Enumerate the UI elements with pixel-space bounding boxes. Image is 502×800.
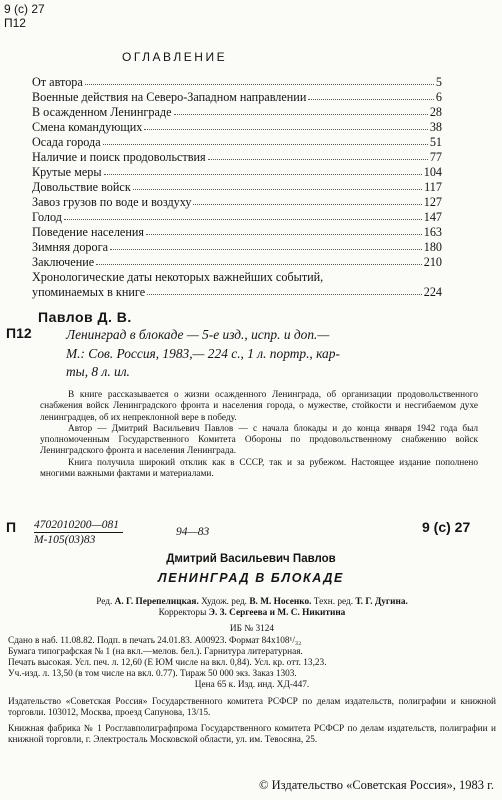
toc-title: ОГЛАВЛЕНИЕ [122, 50, 228, 64]
bib-line: М.: Сов. Россия, 1983,— 224 с., 1 л. портр., кар- [66, 345, 340, 361]
catalog-letter: П [6, 519, 17, 535]
ib-number: ИБ № 3124 [229, 624, 275, 635]
imprint-line: Бумага типографская № 1 (на вкл.—мелов. бел.). Гарнитура литературная. [8, 646, 303, 657]
table-of-contents [32, 74, 442, 299]
toc-item: Заключение 210 [32, 255, 442, 269]
toc-item: Довольствие войск 117 [32, 180, 442, 194]
printer-info: Книжная фабрика № 1 Росглавполиграфпрома Государственного комитета РСФСР по делам издательств, полиграфии и книжной торговли, г. Электросталь Московской области, ул. им. Тевосяна, 25. [8, 724, 496, 746]
toc-item: Завоз грузов по воде и воздуху 127 [32, 195, 442, 209]
toc-item: От автора 5 [32, 75, 442, 89]
catalog-bbk: 9 (с) 27 [422, 519, 471, 535]
imprint-line: Печать высокая. Усл. печ. л. 12,60 (Е ЮМ числе на вкл. 0,84). Усл. кр. отт. 13,23. [8, 658, 327, 669]
bib-line: ты, 8 л. ил. [66, 364, 130, 379]
book-title: ЛЕНИНГРАД В БЛОКАДЕ [158, 571, 344, 585]
imprint [8, 597, 496, 746]
catalog-fraction [34, 518, 123, 547]
udc-code-header: П12 [4, 16, 26, 30]
toc-item: В осажденном Ленинграде 28 [32, 105, 442, 119]
toc-item: Голод 147 [32, 210, 442, 224]
bib-udc-code: П12 [6, 325, 32, 341]
toc-item: Наличие и поиск продовольствия 77 [32, 150, 442, 164]
imprint-line: Цена 65 к. Изд. инд. ХД-447. [194, 680, 310, 691]
bib-description [66, 326, 478, 382]
bib-author: Павлов Д. В. [38, 309, 132, 325]
copyright: © Издательство «Советская Россия», 1983 г. [259, 778, 494, 792]
catalog-denominator: М-105(03)83 [34, 534, 96, 546]
imprint-line: Сдано в наб. 11.08.82. Подп. в печать 24.01.83. А00923. Формат 84х108¹/₃₂ [8, 635, 302, 646]
annotation [40, 390, 478, 480]
editors-line: Ред. А. Г. Перепелицкая. Худож. ред. В. М. Носенко. Техн. ред. Т. Г. Дугина. [96, 597, 408, 607]
catalog-code: 94—83 [176, 526, 210, 538]
toc-item: Смена командующих 38 [32, 120, 442, 134]
toc-item-chronology: Хронологические даты некоторых важнейших событий, упоминаемых в книге 224 [32, 270, 442, 299]
bib-line: Ленинград в блокаде — 5-е изд., испр. и доп.— [66, 327, 330, 342]
toc-item: Крутые меры 104 [32, 165, 442, 179]
annotation-paragraph: В книге рассказывается о жизни осажденного Ленинграда, об организации продовольственного снабжения войск Ленинградского фронта и населения города, о мужестве, стойкости и несгибаемом духе ленинградцев, об их непреклонной вере в победу. [40, 390, 478, 423]
book-author: Дмитрий Васильевич Павлов [166, 553, 336, 565]
correctors-line: Корректоры Э. З. Сергеева и М. С. Никитина [158, 608, 346, 619]
imprint-line: Уч.-изд. л. 13,50 (в том числе на вкл. 0.77). Тираж 50 000 экз. Заказ 1303. [8, 669, 297, 680]
catalog-numerator: 4702010200—081 [34, 518, 123, 533]
publisher-info: Издательство «Советская Россия» Государственного комитета РСФСР по делам издательств, полиграфии и книжной торговли. 103012, Москва, проезд Сапунова, 13/15. [8, 696, 496, 718]
toc-item: Зимняя дорога 180 [32, 240, 442, 254]
annotation-paragraph: Книга получила широкий отклик как в СССР, так и за рубежом. Настоящее издание пополнено многими важными фактами и материалами. [40, 457, 478, 480]
toc-item: Военные действия на Северо-Западном направлении 6 [32, 90, 442, 104]
annotation-paragraph: Автор — Дмитрий Васильевич Павлов — с начала блокады и до конца января 1942 года был уполномоченным Государственного Комитета Обороны по продовольственному снабжению войск Ленинградского фронта и населения Ленинграда. [40, 423, 478, 457]
bbk-code-header: 9 (с) 27 [4, 2, 45, 16]
toc-item: Осада города 51 [32, 135, 442, 149]
toc-item: Поведение населения 163 [32, 225, 442, 239]
